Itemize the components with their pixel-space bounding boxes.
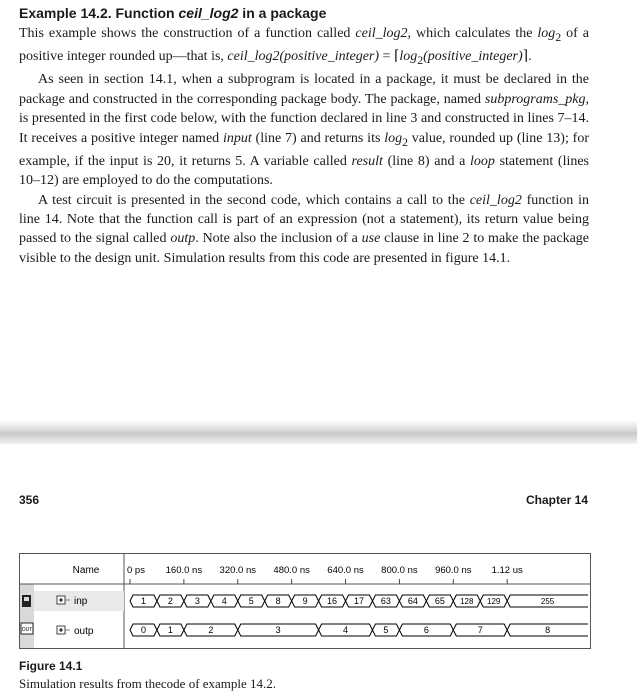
- page-number: 356: [19, 493, 40, 507]
- bus-value-label: 17: [353, 596, 365, 607]
- figure-caption: Simulation results from thecode of example 14.2.: [19, 676, 277, 691]
- bus-value-label: 1: [167, 625, 173, 636]
- bus-value-label: 3: [194, 596, 200, 607]
- chapter-label: Chapter 14: [525, 493, 588, 507]
- bus-value-label: 5: [248, 596, 254, 607]
- bus-value-label: 1: [140, 596, 146, 607]
- paragraph-1: This example shows the construction of a function called ceil_log2, which calculates the $\log_2$ of a positive integer rounded up—that is, ceil_log2(positive_integer) = $⌈\log_2(positive\_integer)⌉$.: [19, 26, 589, 67]
- body-text: [19, 24, 589, 268]
- time-tick-label: 320.0 ns: [219, 565, 256, 576]
- expand-icon[interactable]: [57, 596, 65, 604]
- time-tick-label: 480.0 ns: [273, 565, 310, 576]
- bus-value-label: 3: [275, 625, 281, 636]
- expand-icon[interactable]: [57, 626, 65, 634]
- bus-waveforms: [130, 595, 588, 636]
- bus-value-label: 5: [383, 625, 389, 636]
- bus-value-label: 64: [407, 596, 418, 607]
- bus-value-label: 255: [540, 597, 555, 607]
- svg-text:OUT: OUT: [21, 627, 33, 633]
- example-function-name: ceil_log2: [178, 5, 239, 21]
- bus-value-label: 128: [460, 597, 474, 607]
- time-tick-label: 800.0 ns: [381, 565, 418, 576]
- bus-value-label: 0: [140, 625, 146, 636]
- example-title: [19, 5, 326, 22]
- bus-value-label: 63: [380, 596, 391, 607]
- waveform-figure: [19, 553, 591, 649]
- bus-value-label: 4: [343, 625, 349, 636]
- name-column-header: Name: [72, 565, 100, 576]
- bus-value-label: 2: [208, 625, 214, 636]
- output-pin-icon: [21, 623, 33, 634]
- bus-value-label: 7: [477, 625, 483, 636]
- bus-value-label: 6: [423, 625, 429, 636]
- bus-value-label: 129: [487, 597, 501, 607]
- time-tick-label: 960.0 ns: [435, 565, 472, 576]
- bus-value-label: 16: [327, 596, 338, 607]
- figure-title: Figure 14.1: [19, 659, 83, 673]
- bus-value-label: 65: [434, 596, 445, 607]
- paragraph-2: As seen in section 14.1, when a subprogram is located in a package, it must be declared in the package and constructed in the corresponding package body. The package, named subprograms_pkg, is presented in the first code below, with the function declared in line 3 and constructed in lines 7–14. It receives a positive integer named input (line 7) and returns its $\log_2$ value, rounded up (line 13); for example, if the input is 20, it returns 5. A variable called result (line 8) and a loop statement (lines 10–12) are employed to do the computations.: [19, 72, 590, 189]
- time-tick-label: 160.0 ns: [165, 565, 203, 576]
- signal-name-outp: outp: [74, 626, 94, 637]
- bus-value-label: 8: [275, 596, 281, 607]
- example-label: Example 14.2. Function: [19, 5, 179, 21]
- time-tick-label: 1.12 us: [491, 565, 523, 576]
- page-gutter: [0, 420, 637, 444]
- input-pin-icon: [22, 595, 31, 607]
- example-title-suffix: in a package: [238, 5, 327, 21]
- signal-name-inp: inp: [74, 596, 88, 607]
- bus-value-label: 2: [167, 596, 173, 607]
- bus-value-label: 9: [302, 596, 308, 607]
- paragraph-3: A test circuit is presented in the second code, which contains a call to the ceil_log2 function in line 14. Note that the function call is part of an expression (not a statement), its return value being passed to the signal called outp. Note also the inclusion of a use clause in line 2 to make the package visible to the design unit. Simulation results from this code are presented in figure 14.1.: [19, 192, 589, 266]
- time-tick-label: 0 ps: [127, 565, 145, 576]
- bus-value-label: 4: [221, 596, 227, 607]
- time-tick-label: 640.0 ns: [327, 565, 364, 576]
- bus-value-label: 8: [545, 625, 551, 636]
- waveform-chart: [20, 554, 590, 648]
